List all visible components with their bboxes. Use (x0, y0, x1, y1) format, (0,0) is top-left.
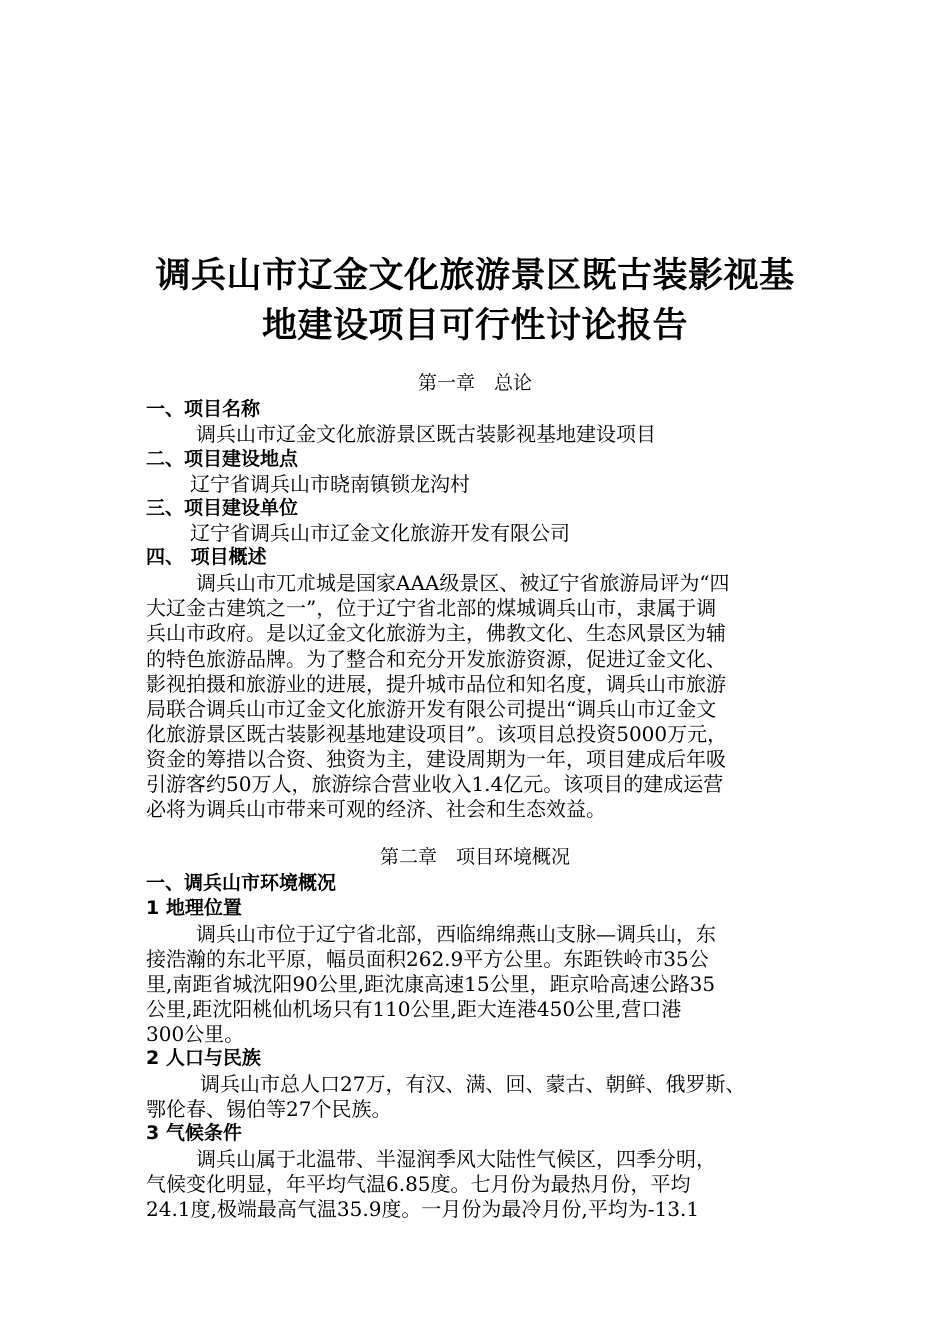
section-heading-overview: 四、 项目概述 (146, 546, 267, 568)
paragraph-line: 资金的筹措以合资、独资为主，建设周期为一年，项目建成后年吸 (146, 747, 726, 771)
paragraph-line: 24.1度,极端最高气温35.9度。一月份为最冷月份,平均为-13.1 (146, 1197, 700, 1221)
paragraph-line: 鄂伦春、锡伯等27个民族。 (146, 1097, 392, 1121)
paragraph-line: 引游客约50万人，旅游综合营业收入1.4亿元。该项目的建成运营 (146, 772, 724, 796)
unit-text: 辽宁省调兵山市辽金文化旅游开发有限公司 (190, 521, 570, 545)
paragraph-line: 局联合调兵山市辽金文化旅游开发有限公司提出“调兵山市辽金文 (146, 697, 717, 721)
location-text: 辽宁省调兵山市晓南镇锁龙沟村 (190, 472, 470, 496)
paragraph-line: 兵山市政府。是以辽金文化旅游为主，佛教文化、生态风景区为辅 (146, 621, 726, 645)
paragraph-line: 气候变化明显，年平均气温6.85度。七月份为最热月份，平均 (146, 1172, 691, 1196)
subsection-heading-population: 2 人口与民族 (146, 1047, 261, 1069)
subsection-heading-geography: 1 地理位置 (146, 897, 242, 919)
paragraph-line: 公里,距沈阳桃仙机场只有110公里,距大连港450公里,营口港 (146, 997, 682, 1021)
paragraph-line: 大辽金古建筑之一”，位于辽宁省北部的煤城调兵山市，隶属于调 (146, 596, 717, 620)
subsection-heading-climate: 3 气候条件 (146, 1122, 242, 1144)
paragraph-line: 影视拍摄和旅游业的进展，提升城市品位和知名度，调兵山市旅游 (146, 672, 726, 696)
section-heading-environment: 一、调兵山市环境概况 (146, 872, 337, 894)
paragraph-line: 调兵山市兀朮城是国家AAA级景区、被辽宁省旅游局评为“四 (196, 571, 730, 595)
paragraph-line: 接浩瀚的东北平原，幅员面积262.9平方公里。东距铁岭市35公 (146, 947, 709, 971)
paragraph-line: 化旅游景区既古装影视基地建设项目”。该项目总投资5000万元， (146, 722, 728, 746)
section-heading-project-name: 一、项目名称 (146, 398, 261, 420)
chapter-1-heading: 第一章 总论 (417, 372, 532, 394)
paragraph-line: 300公里。 (146, 1022, 245, 1046)
report-title-line-1: 调兵山市辽金文化旅游景区既古装影视基 (155, 256, 795, 296)
paragraph-line: 的特色旅游品牌。为了整合和充分开发旅游资源，促进辽金文化、 (146, 647, 726, 671)
paragraph-line: 调兵山市位于辽宁省北部，西临绵绵燕山支脉—调兵山，东 (196, 922, 716, 946)
report-title-line-2: 地建设项目可行性讨论报告 (261, 306, 688, 346)
paragraph-line: 调兵山属于北温带、半湿润季风大陆性气候区，四季分明， (196, 1147, 716, 1171)
paragraph-line: 里,南距省城沈阳90公里,距沈康高速15公里，距京哈高速公路35 (146, 972, 716, 996)
project-name-text: 调兵山市辽金文化旅游景区既古装影视基地建设项目 (196, 422, 656, 446)
paragraph-line: 调兵山市总人口27万，有汉、满、回、蒙古、朝鲜、俄罗斯、 (200, 1072, 746, 1096)
chapter-2-heading: 第二章 项目环境概况 (379, 846, 570, 868)
section-heading-unit: 三、项目建设单位 (146, 497, 299, 519)
paragraph-line: 必将为调兵山市带来可观的经济、社会和生态效益。 (146, 797, 606, 821)
section-heading-location: 二、项目建设地点 (146, 448, 299, 470)
